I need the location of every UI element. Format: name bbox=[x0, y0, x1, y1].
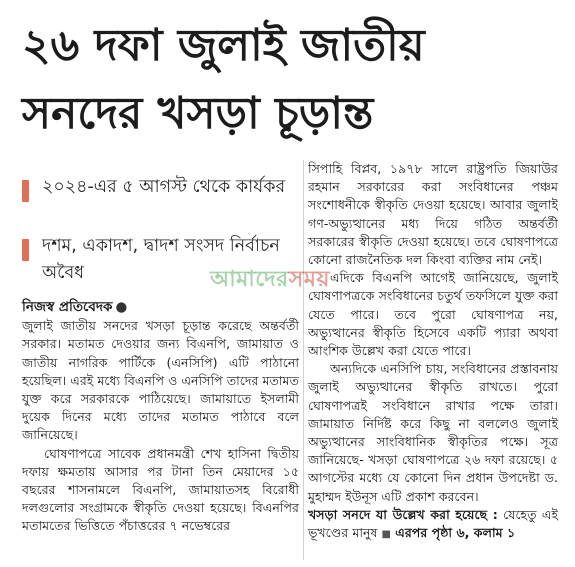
watermark-part-2: সময় bbox=[288, 267, 330, 292]
headline-line-2: সনদের খসড়া চূড়ান্ত bbox=[22, 88, 374, 139]
byline-text: নিজস্ব প্রতিবেদক bbox=[22, 299, 113, 315]
headline-line-1: ২৬ দফা জুলাই জাতীয় bbox=[22, 20, 425, 71]
article-subhead: খসড়া সনদে যা উল্লেখ করা হয়েছে : bbox=[308, 506, 498, 522]
subhead-1 bbox=[22, 174, 297, 201]
byline-dot-icon: ● bbox=[115, 299, 128, 315]
continuation-text: এরপর পৃষ্ঠা ৬, কলাম ১ bbox=[395, 525, 516, 541]
article-paragraph: জুলাই জাতীয় সনদের খসড়া চূড়ান্ত করেছে অন্তর্বর্তী সরকার। মতামত দেওয়ার জন্য বিএনপি, জামায়াত ও জাতীয় নাগরিক পার্টিকে (এনসিপি) এটি পাঠানো হয়েছিল। এরই মধ্যে বিএনপি ও এনসিপি তাদের মতামত যুক্ত করে সরকারকে পাঠিয়েছে। জামায়াতে ইসলামী দুয়েক দিনের মধ্যে তাদের মতামত পাঠাবে বলে জানিয়েছে। bbox=[22, 318, 299, 443]
subhead-bullet-marker bbox=[22, 180, 29, 202]
square-bullet-icon: ■ bbox=[381, 529, 391, 541]
article-paragraph: এদিকে বিএনপি আগেই জানিয়েছে, জুলাই ঘোষণাপত্রকে সংবিধানের চতুর্থ তফসিলে যুক্ত করা যেতে পারে। তবে পুরো ঘোষণাপত্র নয়, অভ্যুত্থানের স্বীকৃতি হিসেবে একটি প্যারা অথবা আংশিক উল্লেখ করা যেতে পারে। bbox=[308, 270, 558, 359]
article-left-column bbox=[22, 298, 299, 536]
byline bbox=[22, 298, 299, 316]
article-paragraph: সিপাহি বিপ্লব, ১৯৭৮ সালে রাষ্ট্রপতি জিয়াউর রহমান সরকারের করা সংবিধানের পঞ্চম সংশোধনীকে স্বীকৃতি দেওয়া হয়েছে। আবার জুলাই গণ-অভ্যুত্থানের মধ্য দিয়ে গঠিত অন্তর্বর্তী সরকারের স্বীকৃতি দেওয়া হয়েছে। তবে ঘোষণাপত্রে কোনো রাজনৈতিক দল কিংবা ব্যক্তির নাম নেই। bbox=[308, 161, 558, 268]
subhead-2-text: দশম, একাদশ, দ্বাদশ সংসদ নির্বাচন অবৈধ bbox=[42, 236, 280, 283]
column-divider bbox=[303, 160, 304, 560]
article-subhead-text: যেহেতু এই ভূখণ্ডের মানুষ bbox=[308, 506, 558, 541]
watermark-part-1: আমাদের bbox=[210, 267, 289, 292]
article-subhead-paragraph bbox=[308, 506, 558, 544]
watermark-logo bbox=[210, 262, 330, 299]
continuation-reference[interactable] bbox=[381, 525, 515, 540]
subhead-bullet-marker bbox=[22, 239, 29, 261]
article-right-column bbox=[308, 160, 558, 544]
subhead-1-text: ২০২৪-এর ৫ আগস্ট থেকে কার্যকর bbox=[42, 177, 286, 197]
article-paragraph: অন্যদিকে এনসিপি চায়, সংবিধানের প্রস্তাবনায় জুলাই অভ্যুত্থানের স্বীকৃতি রাখতে। পুরো ঘোষণাপত্রই সংবিধানে রাখার পক্ষে তারা। জামায়াত নির্দিষ্ট করে কিছু না বললেও জুলাই অভ্যুত্থানের সাংবিধানিক স্বীকৃতির পক্ষে। সূত্র জানিয়েছে- খসড়া ঘোষণাপত্রে ২৬ দফা রয়েছে। ৫ আগস্টের মধ্যে যে কোনো দিন প্রধান উপদেষ্টা ড. মুহাম্মদ ইউনূস এটি প্রকাশ করবেন। bbox=[308, 361, 558, 504]
article-paragraph: ঘোষণাপত্রে সাবেক প্রধানমন্ত্রী শেখ হাসিনা দ্বিতীয় দফায় ক্ষমতায় আসার পর টানা তিন মেয়াদের ১৫ বছরের শাসনামলে বিএনপি, জামায়াতসহ বিরোধী দলগুলোর সংগ্রামকে স্বীকৃতি দেওয়া হয়েছে। বিএনপির মতামতের ভিত্তিতে পঁচাত্তরের ৭ নভেম্বরের bbox=[22, 445, 299, 534]
